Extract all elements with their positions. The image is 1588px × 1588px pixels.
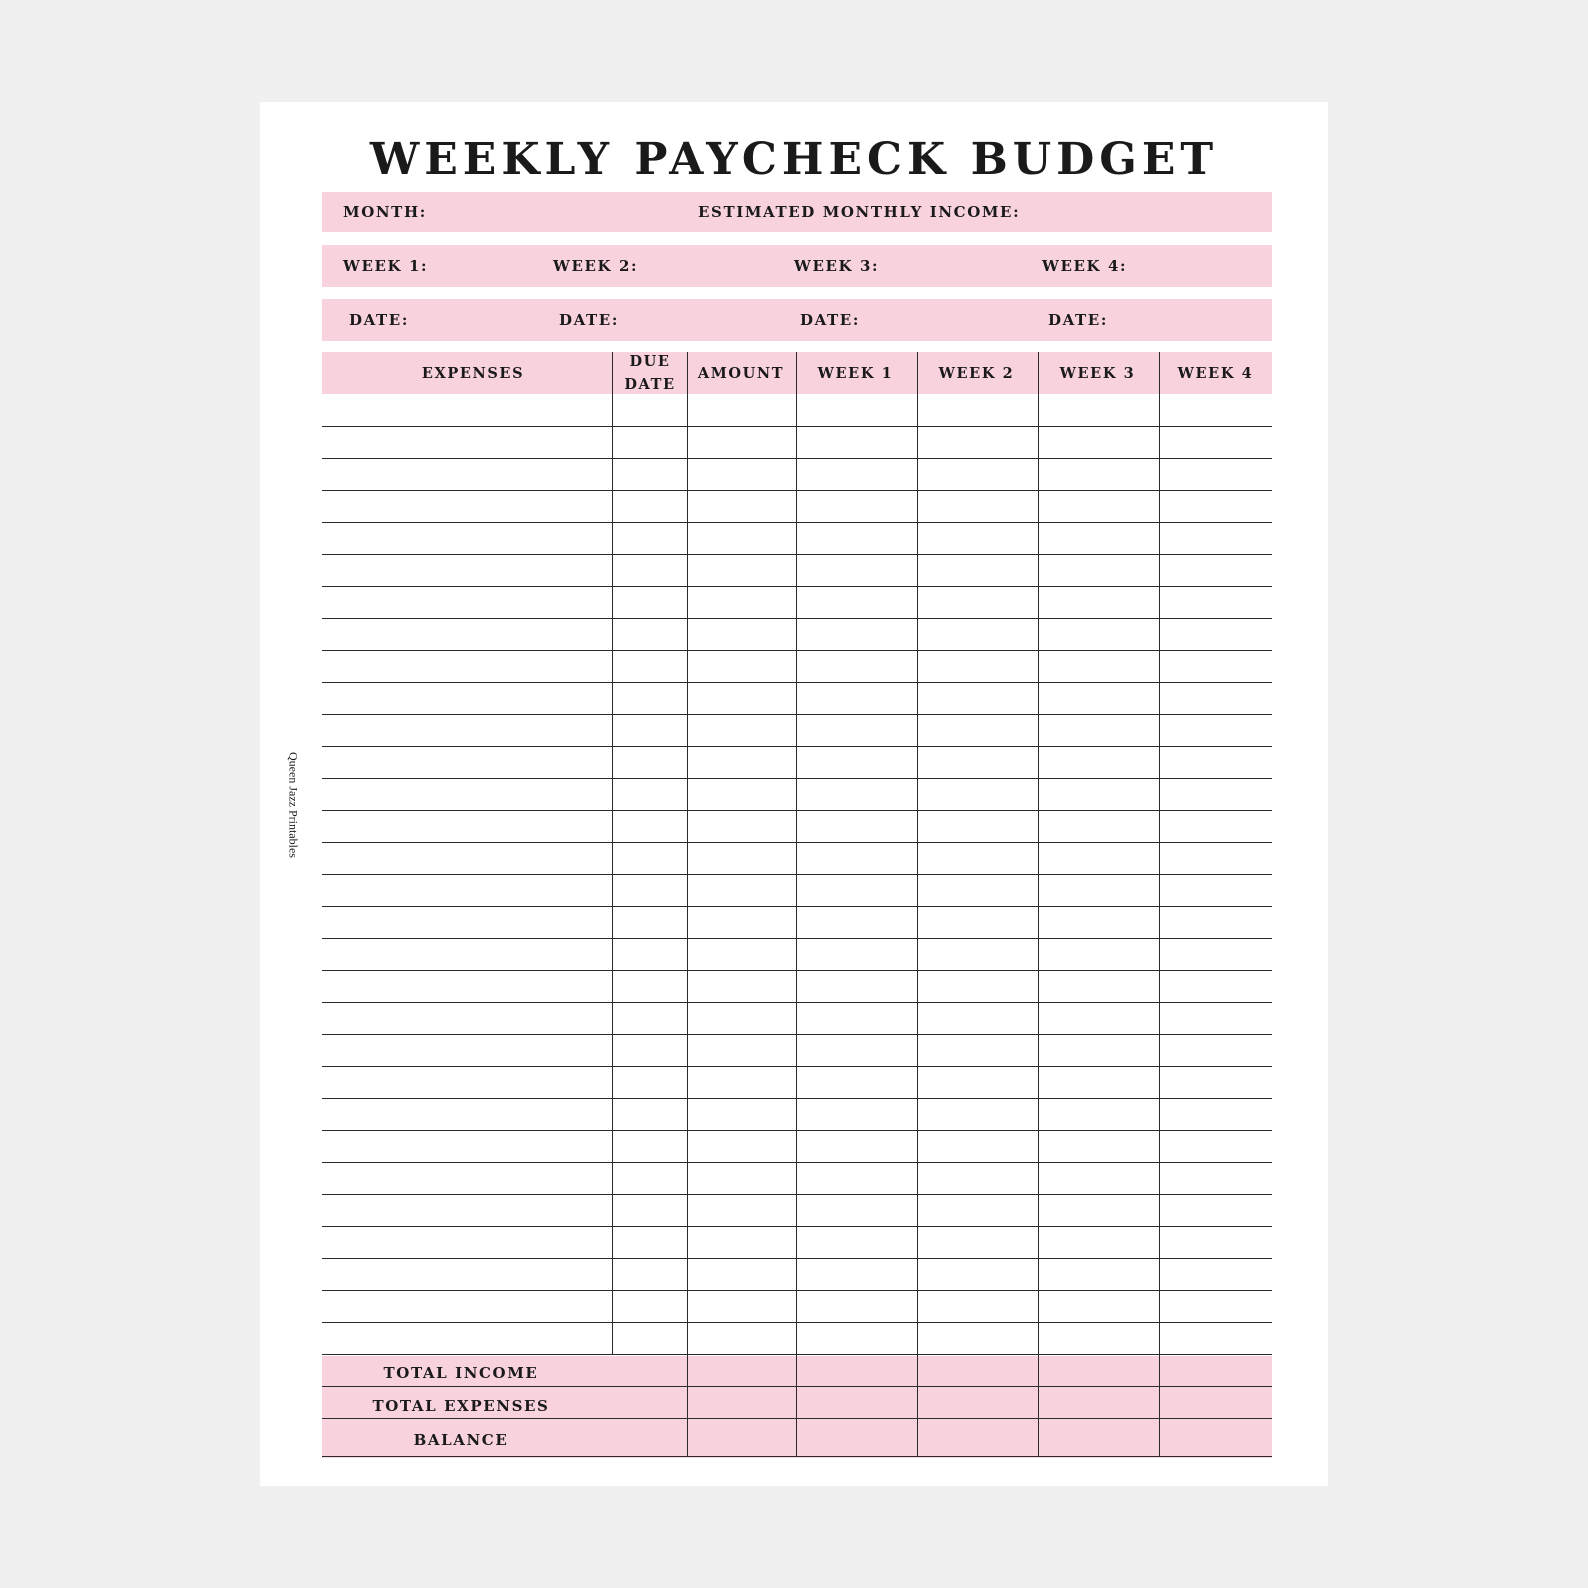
column-divider: [1159, 352, 1160, 1456]
date-band: [322, 299, 1272, 341]
date-2-label: DATE:: [559, 311, 619, 329]
column-divider: [796, 352, 797, 1456]
date-3-label: DATE:: [800, 311, 860, 329]
total-income-label: TOTAL INCOME: [383, 1364, 539, 1382]
month-income-band: [322, 192, 1272, 232]
expense-table: [322, 352, 1272, 1557]
col-header-expenses: EXPENSES: [421, 364, 525, 382]
week-2-label: WEEK 2:: [553, 257, 639, 275]
column-divider: [917, 352, 918, 1456]
page-title: WEEKLY PAYCHECK BUDGET: [369, 134, 1219, 185]
col-header-amount: AMOUNT: [697, 364, 785, 382]
brand-watermark: Queen Jazz Printables: [286, 752, 301, 858]
date-1-label: DATE:: [349, 311, 409, 329]
week-4-label: WEEK 4:: [1042, 257, 1128, 275]
budget-sheet: [260, 102, 1328, 1486]
total-row-rule: [322, 1456, 1272, 1457]
col-header-due-date: DUE DATE: [624, 353, 676, 393]
column-divider: [612, 352, 613, 1354]
col-header-week-1: WEEK 1: [817, 364, 894, 382]
total-expenses-label: TOTAL EXPENSES: [372, 1397, 550, 1415]
col-header-week-2: WEEK 2: [938, 364, 1015, 382]
col-header-week-4: WEEK 4: [1177, 364, 1254, 382]
column-divider: [687, 352, 688, 1456]
month-label: MONTH:: [343, 203, 427, 221]
date-4-label: DATE:: [1048, 311, 1108, 329]
week-3-label: WEEK 3:: [794, 257, 880, 275]
balance-label: BALANCE: [413, 1431, 509, 1449]
col-header-week-3: WEEK 3: [1059, 364, 1136, 382]
column-divider: [1038, 352, 1039, 1456]
week-1-label: WEEK 1:: [343, 257, 429, 275]
week-band: [322, 245, 1272, 287]
estimated-income-label: ESTIMATED MONTHLY INCOME:: [698, 203, 1021, 221]
